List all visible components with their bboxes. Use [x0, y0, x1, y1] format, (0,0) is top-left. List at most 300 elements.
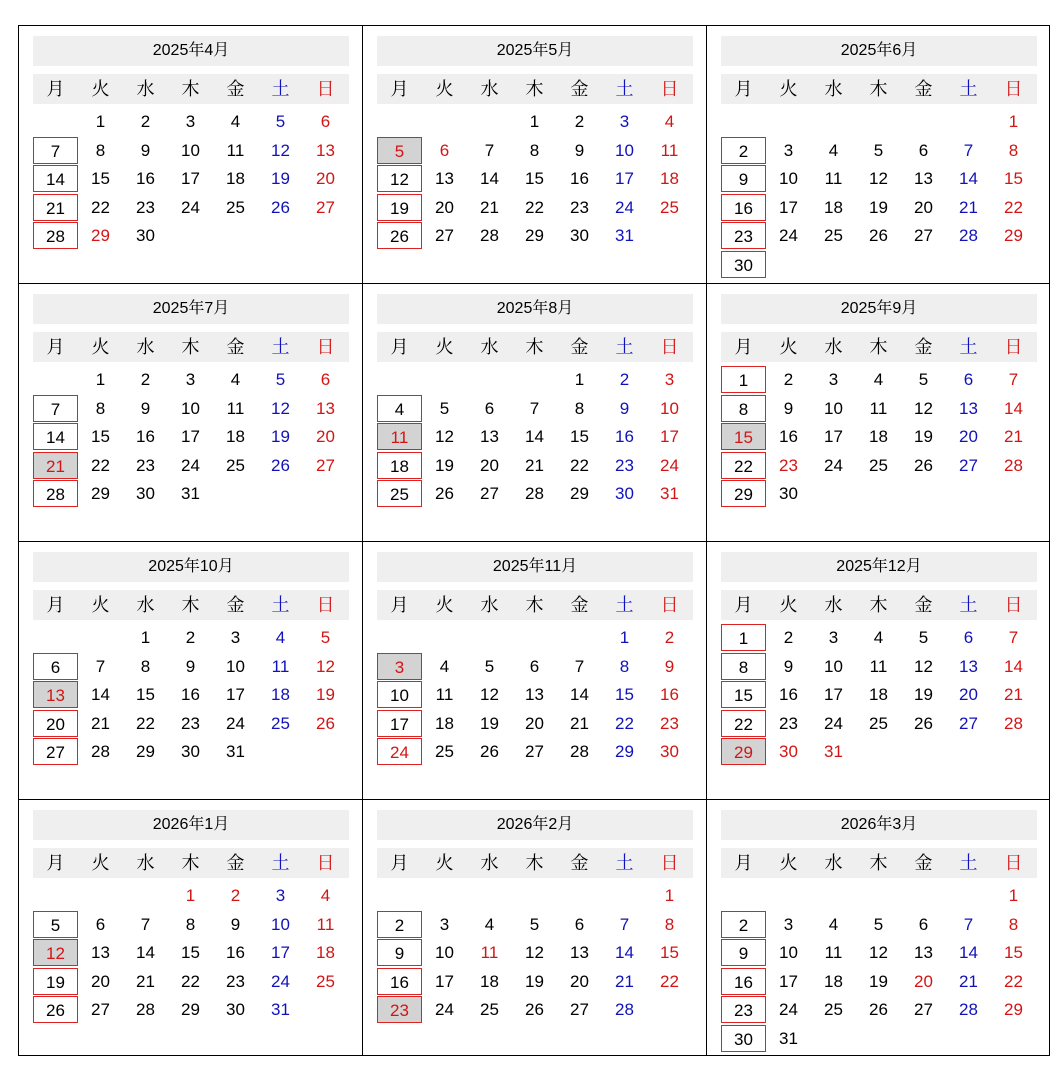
- weekday-header: [377, 74, 693, 104]
- day-cell: 21: [615, 971, 634, 991]
- day-cell: 17: [824, 427, 843, 447]
- day-cell: 30: [226, 1000, 245, 1020]
- day-cell: 12: [869, 943, 888, 963]
- day-cell: 16: [136, 427, 155, 447]
- weekday-label: 日: [316, 853, 335, 873]
- day-cell: 17: [779, 971, 798, 991]
- day-cell: 2: [377, 911, 422, 938]
- weekday-label: 火: [91, 595, 110, 615]
- weekday-label: 月: [390, 79, 409, 99]
- day-cell: 10: [181, 398, 200, 418]
- weekday-label: 火: [435, 595, 454, 615]
- day-cell: 13: [570, 943, 589, 963]
- day-cell: 20: [959, 427, 978, 447]
- weekday-label: 木: [525, 79, 544, 99]
- day-cell: 5: [377, 137, 422, 164]
- month-title: 2026年2月: [377, 810, 693, 840]
- day-cell: 9: [140, 140, 151, 160]
- day-cell: 16: [136, 169, 155, 189]
- weekday-label: 火: [779, 595, 798, 615]
- weekday-label: 土: [615, 853, 634, 873]
- day-cell: 18: [226, 427, 245, 447]
- day-cell: 15: [91, 427, 110, 447]
- day-cell: 7: [529, 398, 540, 418]
- weekday-label: 火: [435, 337, 454, 357]
- day-cell: 29: [91, 226, 110, 246]
- day-cell: 11: [660, 140, 679, 160]
- day-cell: 12: [377, 165, 422, 192]
- month-title: 2025年7月: [33, 294, 349, 324]
- weekday-label: 水: [480, 595, 499, 615]
- day-cell: 1: [574, 370, 585, 389]
- day-cell: 27: [33, 738, 78, 765]
- day-cell: 16: [779, 685, 798, 705]
- day-cell: 9: [664, 656, 675, 676]
- day-cell: 6: [574, 914, 585, 934]
- day-cell: 21: [959, 197, 978, 217]
- day-cell: 18: [435, 713, 454, 733]
- day-cell: 16: [660, 685, 679, 705]
- day-cell: 31: [181, 484, 200, 504]
- day-cell: 21: [525, 455, 544, 475]
- weekday-label: 日: [660, 595, 679, 615]
- day-cell: 12: [869, 169, 888, 189]
- day-cell: 14: [1004, 656, 1023, 676]
- month-calendar: [707, 284, 1051, 542]
- day-cell: 26: [271, 455, 290, 475]
- day-cell: 30: [721, 251, 766, 278]
- day-cell: 26: [316, 713, 335, 733]
- day-cell: 13: [914, 943, 933, 963]
- day-cell: 7: [33, 395, 78, 422]
- day-cell: 12: [316, 656, 335, 676]
- weekday-label: 日: [1004, 337, 1023, 357]
- day-cell: 15: [615, 685, 634, 705]
- day-cell: 31: [779, 1029, 798, 1048]
- day-cell: 3: [664, 370, 675, 389]
- day-cell: 3: [185, 112, 196, 131]
- day-cell: 12: [33, 939, 78, 966]
- day-cell: 28: [525, 484, 544, 504]
- day-cell: 17: [271, 943, 290, 963]
- weekday-label: 水: [136, 595, 155, 615]
- day-cell: 30: [181, 742, 200, 762]
- day-cell: 3: [377, 653, 422, 680]
- day-cell: 9: [185, 656, 196, 676]
- day-cell: 1: [664, 886, 675, 905]
- day-cell: 7: [619, 914, 630, 934]
- weekday-label: 日: [1004, 79, 1023, 99]
- day-cell: 16: [377, 968, 422, 995]
- day-cell: 1: [95, 112, 106, 131]
- day-cell: 3: [439, 914, 450, 934]
- day-cell: 4: [664, 112, 675, 131]
- day-cell: 17: [824, 685, 843, 705]
- weekday-label: 金: [226, 79, 245, 99]
- month-title: 2026年1月: [33, 810, 349, 840]
- day-cell: 22: [525, 197, 544, 217]
- day-cell: 12: [480, 685, 499, 705]
- month-title: 2025年8月: [377, 294, 693, 324]
- day-cell: 4: [828, 140, 839, 160]
- day-cell: 15: [136, 685, 155, 705]
- weekday-label: 月: [390, 853, 409, 873]
- month-title: 2025年12月: [721, 552, 1037, 582]
- month-title: 2025年11月: [377, 552, 693, 582]
- day-cell: 2: [721, 911, 766, 938]
- weekday-label: 金: [226, 337, 245, 357]
- day-cell: 17: [435, 971, 454, 991]
- day-cell: 10: [824, 656, 843, 676]
- day-cell: 31: [271, 1000, 290, 1020]
- day-cell: 25: [480, 1000, 499, 1020]
- weekday-label: 金: [914, 853, 933, 873]
- day-cell: 21: [136, 971, 155, 991]
- day-cell: 8: [721, 653, 766, 680]
- day-cell: 15: [91, 169, 110, 189]
- weekday-label: 月: [390, 595, 409, 615]
- weekday-label: 金: [226, 595, 245, 615]
- day-cell: 25: [869, 455, 888, 475]
- day-cell: 16: [226, 943, 245, 963]
- day-cell: 22: [660, 971, 679, 991]
- day-cell: 13: [480, 427, 499, 447]
- day-cell: 18: [824, 197, 843, 217]
- day-cell: 9: [377, 939, 422, 966]
- weekday-label: 土: [959, 853, 978, 873]
- month-calendar: [363, 26, 707, 284]
- day-cell: 6: [320, 370, 331, 389]
- day-cell: 8: [95, 140, 106, 160]
- calendar-grid: [18, 25, 1050, 1056]
- weekday-label: 金: [570, 595, 589, 615]
- day-cell: 18: [660, 169, 679, 189]
- month-calendar: [19, 284, 363, 542]
- day-cell: 10: [779, 169, 798, 189]
- day-cell: 5: [484, 656, 495, 676]
- day-cell: 30: [721, 1025, 766, 1052]
- day-cell: 9: [230, 914, 241, 934]
- day-cell: 25: [869, 713, 888, 733]
- day-cell: 27: [570, 1000, 589, 1020]
- day-cell: 23: [181, 713, 200, 733]
- day-cell: 25: [316, 971, 335, 991]
- day-cell: 23: [136, 197, 155, 217]
- day-cell: 14: [1004, 398, 1023, 418]
- day-cell: 10: [824, 398, 843, 418]
- weekday-label: 火: [91, 853, 110, 873]
- day-cell: 29: [181, 1000, 200, 1020]
- day-cell: 7: [1008, 628, 1019, 647]
- day-cell: 19: [435, 455, 454, 475]
- day-cell: 7: [574, 656, 585, 676]
- day-cell: 20: [914, 971, 933, 991]
- weekday-label: 金: [570, 337, 589, 357]
- day-cell: 2: [664, 628, 675, 647]
- day-cell: 5: [33, 911, 78, 938]
- day-cell: 20: [525, 713, 544, 733]
- weekday-label: 水: [480, 79, 499, 99]
- day-cell: 24: [181, 455, 200, 475]
- day-cell: 4: [873, 628, 884, 647]
- day-cell: 24: [779, 226, 798, 246]
- day-cell: 20: [91, 971, 110, 991]
- day-cell: 4: [230, 112, 241, 131]
- day-cell: 31: [660, 484, 679, 504]
- day-cell: 15: [721, 681, 766, 708]
- day-cell: 25: [824, 226, 843, 246]
- day-cell: 28: [33, 480, 78, 507]
- day-cell: 19: [377, 194, 422, 221]
- day-cell: 19: [271, 427, 290, 447]
- day-cell: 3: [619, 112, 630, 131]
- weekday-label: 木: [525, 595, 544, 615]
- day-cell: 8: [721, 395, 766, 422]
- day-cell: 30: [660, 742, 679, 762]
- day-cell: 22: [570, 455, 589, 475]
- day-cell: 10: [615, 140, 634, 160]
- day-cell: 10: [779, 943, 798, 963]
- weekday-label: 水: [136, 79, 155, 99]
- day-cell: 6: [320, 112, 331, 131]
- day-cell: 20: [959, 685, 978, 705]
- day-cell: 17: [615, 169, 634, 189]
- day-cell: 5: [529, 914, 540, 934]
- day-cell: 3: [828, 370, 839, 389]
- day-cell: 21: [33, 452, 78, 479]
- day-cell: 25: [226, 197, 245, 217]
- month-calendar: [707, 26, 1051, 284]
- day-cell: 15: [570, 427, 589, 447]
- day-cell: 26: [480, 742, 499, 762]
- day-cell: 18: [869, 427, 888, 447]
- month-calendar: [19, 800, 363, 1058]
- day-cell: 22: [721, 452, 766, 479]
- weekday-label: 水: [480, 853, 499, 873]
- day-cell: 15: [1004, 169, 1023, 189]
- day-cell: 28: [615, 1000, 634, 1020]
- day-cell: 4: [377, 395, 422, 422]
- day-cell: 31: [824, 742, 843, 762]
- day-cell: 4: [275, 628, 286, 647]
- weekday-label: 木: [525, 337, 544, 357]
- day-cell: 29: [1004, 1000, 1023, 1020]
- day-cell: 14: [480, 169, 499, 189]
- day-cell: 18: [869, 685, 888, 705]
- day-cell: 23: [721, 222, 766, 249]
- day-cell: 9: [140, 398, 151, 418]
- day-cell: 2: [619, 370, 630, 389]
- day-cell: 29: [721, 480, 766, 507]
- day-cell: 12: [435, 427, 454, 447]
- day-cell: 3: [185, 370, 196, 389]
- weekday-label: 土: [271, 853, 290, 873]
- day-cell: 28: [959, 226, 978, 246]
- weekday-label: 月: [734, 853, 753, 873]
- weekday-header: [377, 332, 693, 362]
- weekday-label: 火: [91, 79, 110, 99]
- weekday-label: 月: [734, 595, 753, 615]
- month-calendar: [363, 800, 707, 1058]
- day-cell: 19: [316, 685, 335, 705]
- day-cell: 27: [959, 713, 978, 733]
- day-cell: 18: [824, 971, 843, 991]
- day-cell: 23: [721, 996, 766, 1023]
- day-cell: 6: [963, 370, 974, 389]
- day-cell: 2: [185, 628, 196, 647]
- day-cell: 11: [869, 656, 888, 676]
- weekday-label: 土: [271, 595, 290, 615]
- day-cell: 14: [615, 943, 634, 963]
- day-cell: 7: [95, 656, 106, 676]
- day-cell: 4: [230, 370, 241, 389]
- day-cell: 3: [828, 628, 839, 647]
- month-title: 2025年6月: [721, 36, 1037, 66]
- day-cell: 13: [525, 685, 544, 705]
- day-cell: 11: [377, 423, 422, 450]
- day-cell: 12: [914, 656, 933, 676]
- day-cell: 9: [783, 398, 794, 418]
- day-cell: 4: [828, 914, 839, 934]
- day-cell: 22: [181, 971, 200, 991]
- day-cell: 5: [873, 914, 884, 934]
- day-cell: 26: [869, 1000, 888, 1020]
- day-cell: 31: [226, 742, 245, 762]
- day-cell: 15: [181, 943, 200, 963]
- day-cell: 5: [873, 140, 884, 160]
- day-cell: 9: [721, 939, 766, 966]
- day-cell: 23: [779, 455, 798, 475]
- month-title: 2025年5月: [377, 36, 693, 66]
- weekday-label: 水: [136, 853, 155, 873]
- weekday-label: 月: [46, 853, 65, 873]
- weekday-label: 水: [136, 337, 155, 357]
- day-cell: 6: [33, 653, 78, 680]
- day-cell: 2: [783, 370, 794, 389]
- weekday-label: 日: [316, 595, 335, 615]
- day-cell: 7: [140, 914, 151, 934]
- day-cell: 10: [226, 656, 245, 676]
- day-cell: 1: [721, 366, 766, 393]
- weekday-label: 月: [734, 79, 753, 99]
- day-cell: 11: [271, 656, 290, 676]
- day-cell: 24: [779, 1000, 798, 1020]
- weekday-label: 火: [779, 853, 798, 873]
- weekday-label: 月: [46, 337, 65, 357]
- day-cell: 7: [963, 914, 974, 934]
- day-cell: 4: [320, 886, 331, 905]
- day-cell: 22: [91, 197, 110, 217]
- month-calendar: [19, 26, 363, 284]
- day-cell: 9: [783, 656, 794, 676]
- day-cell: 31: [615, 226, 634, 246]
- day-cell: 1: [1008, 112, 1019, 131]
- day-cell: 15: [660, 943, 679, 963]
- day-cell: 14: [959, 169, 978, 189]
- day-cell: 2: [140, 370, 151, 389]
- day-cell: 20: [480, 455, 499, 475]
- month-title: 2025年4月: [33, 36, 349, 66]
- day-cell: 18: [316, 943, 335, 963]
- month-title: 2025年9月: [721, 294, 1037, 324]
- day-cell: 25: [660, 197, 679, 217]
- day-cell: 23: [660, 713, 679, 733]
- day-cell: 20: [914, 197, 933, 217]
- weekday-header: [33, 848, 349, 878]
- weekday-label: 木: [869, 595, 888, 615]
- day-cell: 18: [377, 452, 422, 479]
- day-cell: 20: [316, 427, 335, 447]
- day-cell: 24: [226, 713, 245, 733]
- day-cell: 22: [1004, 197, 1023, 217]
- day-cell: 6: [95, 914, 106, 934]
- day-cell: 11: [824, 169, 843, 189]
- day-cell: 6: [963, 628, 974, 647]
- day-cell: 14: [959, 943, 978, 963]
- weekday-label: 木: [525, 853, 544, 873]
- day-cell: 26: [271, 197, 290, 217]
- day-cell: 17: [181, 427, 200, 447]
- day-cell: 5: [275, 370, 286, 389]
- day-cell: 19: [869, 197, 888, 217]
- day-cell: 11: [316, 914, 335, 934]
- day-cell: 16: [721, 194, 766, 221]
- day-cell: 1: [140, 628, 151, 647]
- day-cell: 1: [1008, 886, 1019, 905]
- weekday-label: 火: [435, 853, 454, 873]
- weekday-header: [721, 590, 1037, 620]
- weekday-header: [377, 848, 693, 878]
- day-cell: 2: [783, 628, 794, 647]
- day-cell: 28: [959, 1000, 978, 1020]
- weekday-label: 土: [615, 79, 634, 99]
- day-cell: 25: [824, 1000, 843, 1020]
- day-cell: 24: [181, 197, 200, 217]
- day-cell: 11: [226, 140, 245, 160]
- day-cell: 1: [721, 624, 766, 651]
- day-cell: 23: [226, 971, 245, 991]
- day-cell: 5: [918, 370, 929, 389]
- day-cell: 16: [615, 427, 634, 447]
- day-cell: 29: [1004, 226, 1023, 246]
- day-cell: 27: [914, 226, 933, 246]
- day-cell: 22: [721, 710, 766, 737]
- day-cell: 1: [619, 628, 630, 647]
- day-cell: 2: [721, 137, 766, 164]
- weekday-header: [377, 590, 693, 620]
- day-cell: 6: [918, 914, 929, 934]
- month-title: 2026年3月: [721, 810, 1037, 840]
- day-cell: 29: [525, 226, 544, 246]
- weekday-label: 火: [435, 79, 454, 99]
- day-cell: 10: [181, 140, 200, 160]
- day-cell: 3: [230, 628, 241, 647]
- day-cell: 14: [570, 685, 589, 705]
- day-cell: 30: [570, 226, 589, 246]
- month-calendar: [19, 542, 363, 800]
- weekday-label: 金: [570, 79, 589, 99]
- day-cell: 19: [525, 971, 544, 991]
- day-cell: 20: [570, 971, 589, 991]
- day-cell: 13: [316, 140, 335, 160]
- weekday-label: 木: [181, 853, 200, 873]
- day-cell: 27: [316, 455, 335, 475]
- weekday-label: 金: [226, 853, 245, 873]
- day-cell: 14: [33, 423, 78, 450]
- day-cell: 23: [615, 455, 634, 475]
- day-cell: 28: [136, 1000, 155, 1020]
- weekday-label: 日: [1004, 595, 1023, 615]
